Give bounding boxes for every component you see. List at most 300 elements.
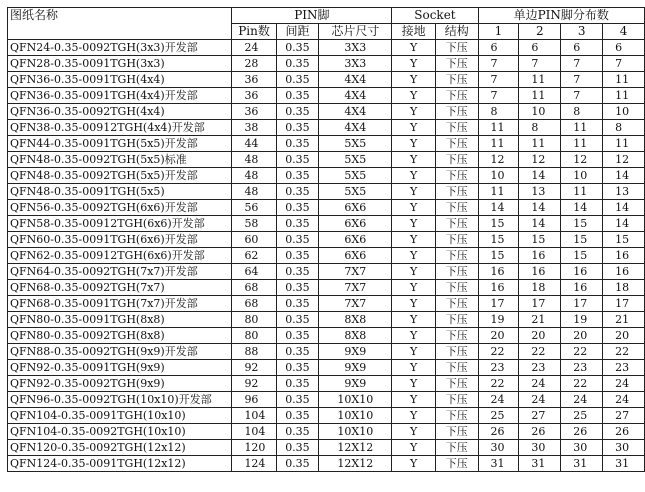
side-1-header: 1	[478, 24, 519, 40]
structure-cell: 下压	[435, 248, 478, 264]
ground-cell: Y	[392, 296, 436, 312]
side-1-cell: 19	[478, 312, 519, 328]
ground-cell: Y	[392, 280, 436, 296]
structure-cell: 下压	[435, 72, 478, 88]
drawing-name-cell: QFN124-0.35-0091TGH(12x12)	[8, 456, 232, 472]
table-row	[8, 88, 645, 104]
side-1-cell: 15	[478, 216, 519, 232]
ground-cell: Y	[392, 360, 436, 376]
pitch-cell: 0.35	[276, 56, 319, 72]
side-3-cell: 7	[561, 56, 603, 72]
table-row	[8, 104, 645, 120]
qfn-socket-table	[7, 7, 645, 472]
side-4-cell: 26	[603, 424, 645, 440]
structure-cell: 下压	[435, 328, 478, 344]
chip-size-cell: 6X6	[319, 200, 392, 216]
pin-count-cell: 36	[232, 88, 276, 104]
side-4-cell: 31	[603, 456, 645, 472]
pitch-cell: 0.35	[276, 456, 319, 472]
drawing-name-cell: QFN104-0.35-0091TGH(10x10)	[8, 408, 232, 424]
pitch-cell: 0.35	[276, 328, 319, 344]
pin-count-cell: 104	[232, 408, 276, 424]
pin-count-cell: 80	[232, 312, 276, 328]
side-3-cell: 11	[561, 136, 603, 152]
table-row	[8, 280, 645, 296]
pin-count-cell: 28	[232, 56, 276, 72]
table-row	[8, 184, 645, 200]
structure-cell: 下压	[435, 264, 478, 280]
side-3-cell: 7	[561, 72, 603, 88]
ground-cell: Y	[392, 40, 436, 56]
side-3-cell: 16	[561, 280, 603, 296]
side-1-cell: 11	[478, 136, 519, 152]
side-2-cell: 31	[519, 456, 561, 472]
ground-cell: Y	[392, 456, 436, 472]
table-row	[8, 232, 645, 248]
ground-cell: Y	[392, 216, 436, 232]
ground-cell: Y	[392, 312, 436, 328]
side-4-cell: 27	[603, 408, 645, 424]
drawing-name-cell: QFN60-0.35-0091TGH(6x6)开发部	[8, 232, 232, 248]
side-3-header: 3	[561, 24, 603, 40]
side-1-cell: 31	[478, 456, 519, 472]
table-row	[8, 120, 645, 136]
side-4-cell: 11	[603, 72, 645, 88]
structure-cell: 下压	[435, 392, 478, 408]
drawing-name-cell: QFN56-0.35-0092TGH(6x6)开发部	[8, 200, 232, 216]
side-1-cell: 16	[478, 280, 519, 296]
side-1-cell: 6	[478, 40, 519, 56]
ground-cell: Y	[392, 136, 436, 152]
drawing-name-cell: QFN92-0.35-0091TGH(9x9)	[8, 360, 232, 376]
chip-size-cell: 3X3	[319, 56, 392, 72]
structure-cell: 下压	[435, 312, 478, 328]
chip-size-cell: 5X5	[319, 136, 392, 152]
drawing-name-cell: QFN48-0.35-0091TGH(5x5)	[8, 184, 232, 200]
structure-cell: 下压	[435, 456, 478, 472]
side-3-cell: 10	[561, 168, 603, 184]
structure-cell: 下压	[435, 104, 478, 120]
structure-cell: 下压	[435, 184, 478, 200]
side-1-cell: 7	[478, 88, 519, 104]
ground-cell: Y	[392, 328, 436, 344]
table-row	[8, 216, 645, 232]
structure-cell: 下压	[435, 280, 478, 296]
side-3-cell: 23	[561, 360, 603, 376]
side-3-cell: 7	[561, 88, 603, 104]
side-4-cell: 17	[603, 296, 645, 312]
side-1-cell: 15	[478, 248, 519, 264]
chip-size-cell: 9X9	[319, 344, 392, 360]
chip-size-cell: 4X4	[319, 120, 392, 136]
drawing-name-cell: QFN104-0.35-0092TGH(10x10)	[8, 424, 232, 440]
side-4-cell: 21	[603, 312, 645, 328]
structure-cell: 下压	[435, 136, 478, 152]
pin-count-cell: 92	[232, 376, 276, 392]
chip-size-cell: 10X10	[319, 408, 392, 424]
side-3-cell: 8	[561, 104, 603, 120]
structure-cell: 下压	[435, 376, 478, 392]
table-row	[8, 456, 645, 472]
pitch-cell: 0.35	[276, 184, 319, 200]
side-4-cell: 24	[603, 392, 645, 408]
pitch-cell: 0.35	[276, 88, 319, 104]
pitch-cell: 0.35	[276, 280, 319, 296]
side-3-cell: 22	[561, 344, 603, 360]
table-row	[8, 168, 645, 184]
pitch-cell: 0.35	[276, 120, 319, 136]
pin-count-cell: 60	[232, 232, 276, 248]
side-4-cell: 22	[603, 344, 645, 360]
ground-cell: Y	[392, 392, 436, 408]
ground-cell: Y	[392, 200, 436, 216]
ground-cell: Y	[392, 376, 436, 392]
drawing-name-cell: QFN36-0.35-0092TGH(4x4)	[8, 104, 232, 120]
side-4-cell: 14	[603, 200, 645, 216]
side-1-cell: 22	[478, 344, 519, 360]
table-row	[8, 424, 645, 440]
side-2-cell: 24	[519, 392, 561, 408]
side-1-cell: 8	[478, 104, 519, 120]
pin-count-header: Pin数	[232, 24, 276, 40]
side-3-cell: 12	[561, 152, 603, 168]
side-2-cell: 22	[519, 344, 561, 360]
structure-cell: 下压	[435, 152, 478, 168]
side-1-cell: 26	[478, 424, 519, 440]
drawing-name-cell: QFN68-0.35-0091TGH(7x7)开发部	[8, 296, 232, 312]
pin-count-cell: 44	[232, 136, 276, 152]
chip-size-cell: 10X10	[319, 392, 392, 408]
pin-count-cell: 48	[232, 168, 276, 184]
drawing-name-cell: QFN48-0.35-0092TGH(5x5)开发部	[8, 168, 232, 184]
side-1-cell: 11	[478, 184, 519, 200]
ground-cell: Y	[392, 120, 436, 136]
side-2-cell: 14	[519, 168, 561, 184]
pitch-cell: 0.35	[276, 360, 319, 376]
side-3-cell: 30	[561, 440, 603, 456]
pin-count-cell: 48	[232, 184, 276, 200]
side-1-cell: 7	[478, 56, 519, 72]
table-row	[8, 296, 645, 312]
side-2-cell: 11	[519, 136, 561, 152]
side-1-cell: 15	[478, 232, 519, 248]
side-3-cell: 17	[561, 296, 603, 312]
side-2-cell: 15	[519, 232, 561, 248]
side-1-cell: 14	[478, 200, 519, 216]
ground-cell: Y	[392, 152, 436, 168]
pitch-cell: 0.35	[276, 424, 319, 440]
drawing-name-cell: QFN36-0.35-0091TGH(4x4)	[8, 72, 232, 88]
drawing-name-cell: QFN120-0.35-0092TGH(12x12)	[8, 440, 232, 456]
pin-count-cell: 96	[232, 392, 276, 408]
side-2-cell: 6	[519, 40, 561, 56]
pitch-cell: 0.35	[276, 376, 319, 392]
side-3-cell: 26	[561, 424, 603, 440]
pin-count-cell: 36	[232, 104, 276, 120]
pitch-cell: 0.35	[276, 264, 319, 280]
ground-cell: Y	[392, 56, 436, 72]
table-row	[8, 264, 645, 280]
drawing-name-cell: QFN48-0.35-0092TGH(5x5)标准	[8, 152, 232, 168]
pitch-cell: 0.35	[276, 392, 319, 408]
drawing-name-cell: QFN62-0.35-00912TGH(6x6)开发部	[8, 248, 232, 264]
side-3-cell: 11	[561, 184, 603, 200]
pitch-cell: 0.35	[276, 216, 319, 232]
structure-cell: 下压	[435, 120, 478, 136]
table-row	[8, 248, 645, 264]
structure-header: 结构	[435, 24, 478, 40]
structure-cell: 下压	[435, 424, 478, 440]
side-2-cell: 13	[519, 184, 561, 200]
side-2-cell: 12	[519, 152, 561, 168]
side-3-cell: 15	[561, 248, 603, 264]
ground-cell: Y	[392, 424, 436, 440]
drawing-name-cell: QFN88-0.35-0092TGH(9x9)开发部	[8, 344, 232, 360]
side-2-cell: 30	[519, 440, 561, 456]
ground-cell: Y	[392, 168, 436, 184]
side-3-cell: 14	[561, 200, 603, 216]
chip-size-cell: 6X6	[319, 248, 392, 264]
structure-cell: 下压	[435, 440, 478, 456]
table-row	[8, 328, 645, 344]
side-4-cell: 24	[603, 376, 645, 392]
side-3-cell: 11	[561, 120, 603, 136]
pin-count-cell: 68	[232, 280, 276, 296]
pitch-cell: 0.35	[276, 344, 319, 360]
side-2-cell: 18	[519, 280, 561, 296]
side-1-cell: 25	[478, 408, 519, 424]
side-2-cell: 11	[519, 88, 561, 104]
chip-size-cell: 8X8	[319, 328, 392, 344]
drawing-name-cell: QFN96-0.35-0092TGH(10x10)开发部	[8, 392, 232, 408]
ground-cell: Y	[392, 408, 436, 424]
pitch-cell: 0.35	[276, 152, 319, 168]
chip-size-cell: 9X9	[319, 376, 392, 392]
table-row	[8, 376, 645, 392]
structure-cell: 下压	[435, 232, 478, 248]
side-4-cell: 16	[603, 248, 645, 264]
structure-cell: 下压	[435, 40, 478, 56]
side-2-cell: 14	[519, 216, 561, 232]
table-row	[8, 152, 645, 168]
chip-size-cell: 7X7	[319, 296, 392, 312]
structure-cell: 下压	[435, 200, 478, 216]
ground-cell: Y	[392, 264, 436, 280]
side-3-cell: 19	[561, 312, 603, 328]
pin-count-cell: 64	[232, 264, 276, 280]
drawing-name-cell: QFN38-0.35-00912TGH(4x4)开发部	[8, 120, 232, 136]
drawing-name-cell: QFN64-0.35-0092TGH(7x7)开发部	[8, 264, 232, 280]
pin-count-cell: 56	[232, 200, 276, 216]
pin-count-cell: 36	[232, 72, 276, 88]
table-row	[8, 360, 645, 376]
side-3-cell: 31	[561, 456, 603, 472]
drawing-name-cell: QFN80-0.35-0092TGH(8x8)	[8, 328, 232, 344]
side-2-cell: 24	[519, 376, 561, 392]
side-2-cell: 23	[519, 360, 561, 376]
side-4-cell: 18	[603, 280, 645, 296]
ground-cell: Y	[392, 72, 436, 88]
side-4-cell: 15	[603, 232, 645, 248]
drawing-name-header: 图纸名称	[8, 8, 232, 40]
ground-cell: Y	[392, 440, 436, 456]
chip-size-cell: 4X4	[319, 72, 392, 88]
pitch-cell: 0.35	[276, 440, 319, 456]
side-2-cell: 26	[519, 424, 561, 440]
side-2-cell: 27	[519, 408, 561, 424]
pitch-cell: 0.35	[276, 296, 319, 312]
table-row	[8, 40, 645, 56]
side-4-cell: 8	[603, 120, 645, 136]
header-row-groups	[8, 8, 645, 24]
chip-size-cell: 12X12	[319, 456, 392, 472]
side-3-cell: 20	[561, 328, 603, 344]
drawing-name-cell: QFN68-0.35-0092TGH(7x7)	[8, 280, 232, 296]
ground-cell: Y	[392, 248, 436, 264]
table-row	[8, 440, 645, 456]
structure-cell: 下压	[435, 344, 478, 360]
side-4-cell: 12	[603, 152, 645, 168]
side-1-cell: 24	[478, 392, 519, 408]
table-row	[8, 408, 645, 424]
side-1-cell: 17	[478, 296, 519, 312]
chip-size-cell: 12X12	[319, 440, 392, 456]
side-2-header: 2	[519, 24, 561, 40]
pitch-cell: 0.35	[276, 408, 319, 424]
pitch-cell: 0.35	[276, 232, 319, 248]
chip-size-cell: 8X8	[319, 312, 392, 328]
side-2-cell: 20	[519, 328, 561, 344]
table-row	[8, 136, 645, 152]
pitch-header: 间距	[276, 24, 319, 40]
drawing-name-cell: QFN44-0.35-0091TGH(5x5)开发部	[8, 136, 232, 152]
pitch-cell: 0.35	[276, 104, 319, 120]
side-3-cell: 15	[561, 216, 603, 232]
pin-count-cell: 124	[232, 456, 276, 472]
side-1-cell: 23	[478, 360, 519, 376]
pin-count-cell: 88	[232, 344, 276, 360]
drawing-name-cell: QFN80-0.35-0091TGH(8x8)	[8, 312, 232, 328]
side-1-cell: 11	[478, 120, 519, 136]
chip-size-cell: 5X5	[319, 184, 392, 200]
side-3-cell: 24	[561, 392, 603, 408]
side-3-cell: 25	[561, 408, 603, 424]
chip-size-cell: 7X7	[319, 280, 392, 296]
side-1-cell: 22	[478, 376, 519, 392]
side-3-cell: 6	[561, 40, 603, 56]
ground-cell: Y	[392, 88, 436, 104]
structure-cell: 下压	[435, 296, 478, 312]
side-4-cell: 23	[603, 360, 645, 376]
structure-cell: 下压	[435, 360, 478, 376]
pin-count-cell: 92	[232, 360, 276, 376]
side-2-cell: 17	[519, 296, 561, 312]
side-2-cell: 11	[519, 72, 561, 88]
table-row	[8, 72, 645, 88]
structure-cell: 下压	[435, 216, 478, 232]
table-row	[8, 312, 645, 328]
side-2-cell: 8	[519, 120, 561, 136]
table-row	[8, 200, 645, 216]
pin-count-cell: 62	[232, 248, 276, 264]
pitch-cell: 0.35	[276, 40, 319, 56]
side-4-cell: 14	[603, 216, 645, 232]
drawing-name-cell: QFN36-0.35-0091TGH(4x4)开发部	[8, 88, 232, 104]
side-1-cell: 12	[478, 152, 519, 168]
side-4-cell: 7	[603, 56, 645, 72]
pin-group-header: PIN脚	[232, 8, 392, 24]
table-row	[8, 392, 645, 408]
chip-size-cell: 6X6	[319, 232, 392, 248]
pin-count-cell: 80	[232, 328, 276, 344]
chip-size-cell: 5X5	[319, 152, 392, 168]
pin-count-cell: 24	[232, 40, 276, 56]
ground-header: 接地	[392, 24, 436, 40]
side-4-cell: 30	[603, 440, 645, 456]
chip-size-header: 芯片尺寸	[319, 24, 392, 40]
side-4-cell: 14	[603, 168, 645, 184]
side-2-cell: 14	[519, 200, 561, 216]
ground-cell: Y	[392, 104, 436, 120]
drawing-name-cell: QFN58-0.35-00912TGH(6x6)开发部	[8, 216, 232, 232]
chip-size-cell: 4X4	[319, 104, 392, 120]
chip-size-cell: 5X5	[319, 168, 392, 184]
side-2-cell: 10	[519, 104, 561, 120]
table-body	[8, 40, 645, 472]
pin-count-cell: 120	[232, 440, 276, 456]
side-3-cell: 22	[561, 376, 603, 392]
drawing-name-cell: QFN28-0.35-0091TGH(3x3)	[8, 56, 232, 72]
side-distribution-header: 单边PIN脚分布数	[478, 8, 644, 24]
structure-cell: 下压	[435, 168, 478, 184]
side-1-cell: 10	[478, 168, 519, 184]
side-4-cell: 20	[603, 328, 645, 344]
drawing-name-cell: QFN24-0.35-0092TGH(3x3)开发部	[8, 40, 232, 56]
chip-size-cell: 9X9	[319, 360, 392, 376]
chip-size-cell: 4X4	[319, 88, 392, 104]
side-3-cell: 15	[561, 232, 603, 248]
pin-count-cell: 104	[232, 424, 276, 440]
side-2-cell: 21	[519, 312, 561, 328]
ground-cell: Y	[392, 184, 436, 200]
side-4-cell: 10	[603, 104, 645, 120]
socket-group-header: Socket	[392, 8, 478, 24]
side-2-cell: 7	[519, 56, 561, 72]
chip-size-cell: 7X7	[319, 264, 392, 280]
side-1-cell: 16	[478, 264, 519, 280]
chip-size-cell: 3X3	[319, 40, 392, 56]
pin-count-cell: 38	[232, 120, 276, 136]
structure-cell: 下压	[435, 56, 478, 72]
side-4-cell: 11	[603, 136, 645, 152]
pitch-cell: 0.35	[276, 72, 319, 88]
chip-size-cell: 6X6	[319, 216, 392, 232]
ground-cell: Y	[392, 344, 436, 360]
side-2-cell: 16	[519, 264, 561, 280]
structure-cell: 下压	[435, 88, 478, 104]
side-4-cell: 13	[603, 184, 645, 200]
pitch-cell: 0.35	[276, 168, 319, 184]
side-1-cell: 20	[478, 328, 519, 344]
pitch-cell: 0.35	[276, 312, 319, 328]
pin-count-cell: 58	[232, 216, 276, 232]
pitch-cell: 0.35	[276, 248, 319, 264]
side-4-cell: 16	[603, 264, 645, 280]
pitch-cell: 0.35	[276, 136, 319, 152]
side-1-cell: 7	[478, 72, 519, 88]
pin-count-cell: 68	[232, 296, 276, 312]
pitch-cell: 0.35	[276, 200, 319, 216]
